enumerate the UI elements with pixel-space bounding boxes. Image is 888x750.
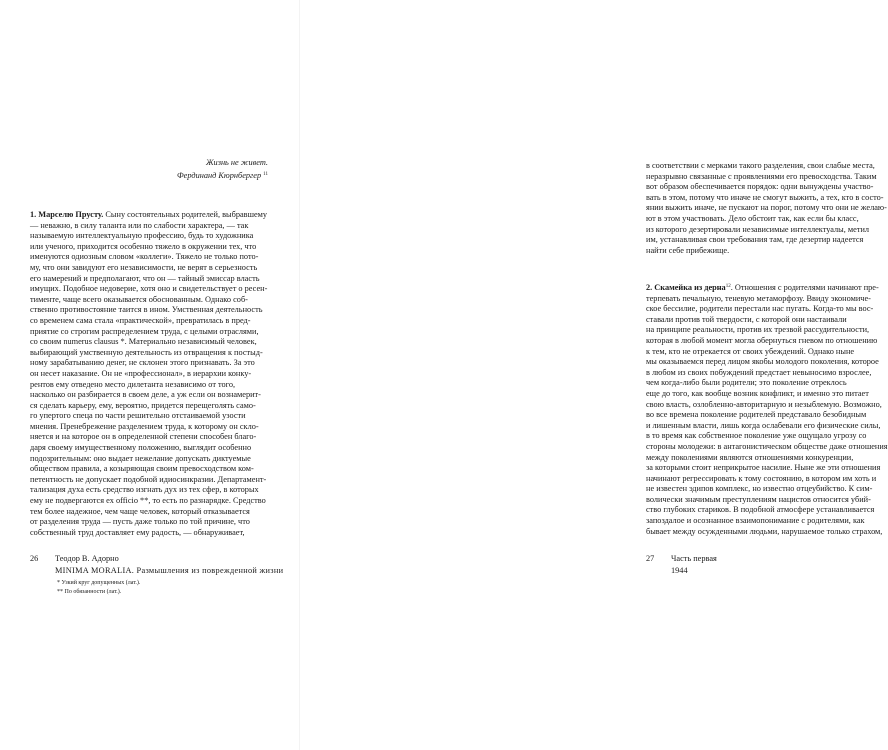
section-2-first-line — [646, 283, 879, 294]
text-line: вот образом обеспечивается порядок: одни вынуждены участво- — [646, 182, 874, 192]
text-line: за которыми стоит неприкрытое насилие. Ныне же эти отношения — [646, 463, 881, 473]
text-line: найти себе прибежище. — [646, 245, 730, 255]
right-running-footer — [646, 553, 846, 583]
text-line: вать в этом, потому что иначе не смогут выжить, а тех, кто в состо- — [646, 192, 884, 202]
right-paragraph-2 — [646, 283, 888, 537]
text-line: не известен эдипов комплекс, но известно отцеубийство. К сим- — [646, 484, 873, 494]
text-line: тем более надежное, чем чаще человек, который отказывается — [30, 506, 250, 516]
section-2-heading: 2. Скамейка из дерна — [646, 283, 726, 292]
text-line: начинают регрессировать к тому состоянию, в котором им хоть и — [646, 473, 877, 483]
section-1-heading: 1. Марселю Прусту. — [30, 210, 104, 219]
text-line: тализация духа есть средство изгнать дух из тех сфер, в которых — [30, 485, 259, 495]
text-line: в любом из своих побуждений предстает невыносимо взрослее, — [646, 367, 872, 377]
text-line: приятие со строгим распределением труда, с целыми отраслями, — [30, 326, 259, 336]
text-line: собственный труд доставляет ему радость, — обнаруживает, — [30, 527, 245, 537]
running-head-author: Теодор В. Адорно — [55, 554, 119, 563]
text-line: обществом правила, а козыряющая своим превосходством ком- — [30, 464, 254, 474]
text-line: его намерений и предполагают, что он — тайный эмиссар власть — [30, 273, 260, 283]
text-line: мы оказываемся перед лицом якобы молодого поколения, которое — [646, 357, 879, 367]
text-line: к тем, кто не отрекается от своих убеждений. Однако ныне — [646, 346, 855, 356]
text-line: во все времена поколение родителей представало безобидным — [646, 410, 867, 420]
epigraph-note-ref: 11 — [263, 172, 268, 178]
text-line: в то время как собственное поколение уже ощущало угрозу со — [646, 431, 867, 441]
epigraph-author: Фердинанд Кюрнбергер — [177, 171, 262, 181]
text-line: неразрывно связанные с проявлениями его превосходства. Таким — [646, 171, 877, 181]
text-line: запоздалое и осознанное взаимопонимание с родителями, как — [646, 516, 865, 526]
text-line: или ученого, приходится особенно тяжело в окружении тех, что — [30, 241, 257, 251]
text-line: насколько он разбирается в своем деле, а уж если он вознамерит- — [30, 390, 261, 400]
page-number-left: 26 — [30, 554, 39, 563]
text-line: именуются одиозным словом «коллеги». Тяжело не только пото- — [30, 252, 259, 262]
text-line: которая в любой момент могла обернуться гневом по отношению — [646, 335, 878, 345]
text-line: Сыну состоятельных родителей, выбравшему — [103, 210, 268, 219]
text-line: мнения. Пренебрежение разделением труда, к которому он скло- — [30, 421, 259, 431]
text-line: — неважно, в силу таланта или по слабости характера, — так — [30, 220, 249, 230]
text-line: даря своему имущественному положению, выглядит особенно — [30, 443, 252, 453]
text-line: му, что они завидуют его независимости, не верят в серьезность — [30, 262, 258, 272]
text-line: ставали против той твердости, с которой они настаивали — [646, 314, 847, 324]
epigraph — [30, 157, 268, 182]
text-line: на принципе реальности, против их трезвой рассудительности, — [646, 325, 870, 335]
running-head-part: Часть первая — [671, 554, 717, 563]
text-line: ственно противостояние таится в ином. Умственная деятельность — [30, 305, 263, 315]
text-line: и лишенным власти, лишь когда ослабевали его физические силы, — [646, 420, 881, 430]
text-line: стороны молодежи: в антагонистическом обществе даже отношения — [646, 441, 888, 451]
left-page — [0, 0, 300, 750]
text-line: ему не подвергаются ex officio **, то есть по разнарядке. Средство — [30, 496, 266, 506]
page-number-right: 27 — [646, 554, 655, 563]
epigraph-author-line — [30, 169, 268, 182]
text-line: от разделения труда — пусть даже только по той причине, что — [30, 517, 250, 527]
text-line: бывает между осужденными людьми, нарушаемое только страхом, — [646, 526, 883, 536]
text-line: ному зарабатыванию денег, не склонен этого признавать. За это — [30, 358, 255, 368]
text-line: называемую интеллектуальную профессию, будь то художника — [30, 231, 254, 241]
right-page — [300, 0, 888, 750]
text-line: терпевать печальную, теневую метаморфозу. Ввиду экономиче- — [646, 293, 871, 303]
text-line: ское бессилие, родители перестали нас пугать. Когда-то мы вос- — [646, 304, 874, 314]
text-line: ство глубоких стариков. В подобной атмосфере устанавливается — [646, 505, 875, 515]
text-line: го упертого спеца по части решительно отстаиваемой узости — [30, 411, 246, 421]
text-line: тименте, чаще всего оказывается обоснованным. Однако соб- — [30, 294, 248, 304]
text-line: из которого дезертировали независимые интеллектуалы, метил — [646, 224, 870, 234]
text-line: подозрительным: оно выдает нежелание допускать диктуемые — [30, 453, 251, 463]
section-2-first-line-text: . Отношения с родителями начинают пре- — [730, 283, 879, 292]
text-line: ся сделать карьеру, ему, вероятно, придется перещеголять само- — [30, 400, 256, 410]
text-line: он несет наказание. Он не «профессионал», в иерархии конку- — [30, 368, 252, 378]
running-head-year: 1944 — [671, 565, 688, 575]
footnote-2: ** По обязанности (лат.). — [57, 588, 122, 595]
left-body-text — [30, 210, 270, 538]
text-line: няется и на которое он в определенной степени способен благо- — [30, 432, 257, 442]
right-paragraph-1 — [646, 161, 887, 256]
text-line: чем когда-либо были родители; это поколение отреклось — [646, 378, 847, 388]
text-line: между поколениями являются отношениями конкуренции, — [646, 452, 854, 462]
text-line: имущих. Подобное недоверие, хотя оно и свидетельствует о ресен- — [30, 284, 268, 294]
section-2-note-ref: 12 — [725, 284, 731, 289]
footnotes — [57, 579, 140, 596]
text-line: волически значимым преступлениям нацистов относится убий- — [646, 494, 871, 504]
text-line: им, устанавливая свои требования там, где дезертир надеется — [646, 235, 864, 245]
running-head-title: MINIMA MORALIA. Размышления из поврежденной жизни — [55, 565, 284, 575]
text-line: выбирающий умственную деятельность из отвращения к постыд- — [30, 347, 263, 357]
epigraph-quote: Жизнь не живет. — [205, 158, 268, 167]
footnote-1: * Узкий круг допущенных (лат.). — [57, 580, 141, 586]
text-line: со временем сама стала «практической», превратилась в пред- — [30, 315, 251, 325]
text-line: рентов ему отведено место дилетанта независимо от того, — [30, 379, 236, 389]
text-line: янии выжить иначе, не пускают на порог, потому что они не желаю- — [646, 203, 887, 213]
text-line: петентность не допускает подобной идиосинкразии. Департамент- — [30, 474, 267, 484]
text-line: со своим numerus clausus *. Материально независимый человек, — [30, 337, 257, 347]
text-line: свою власть, озлобленно-авторитарную и незыблемую. Возможно, — [646, 399, 882, 409]
text-line: еще до того, как вообще возник конфликт, и именно это питает — [646, 388, 869, 398]
section-1-first-line — [30, 210, 270, 221]
text-line: ют в этом участвовать. Дело обстоит так, как если бы класс, — [646, 213, 859, 223]
text-line: в соответствии с мерками такого разделения, свои слабые места, — [646, 161, 875, 170]
